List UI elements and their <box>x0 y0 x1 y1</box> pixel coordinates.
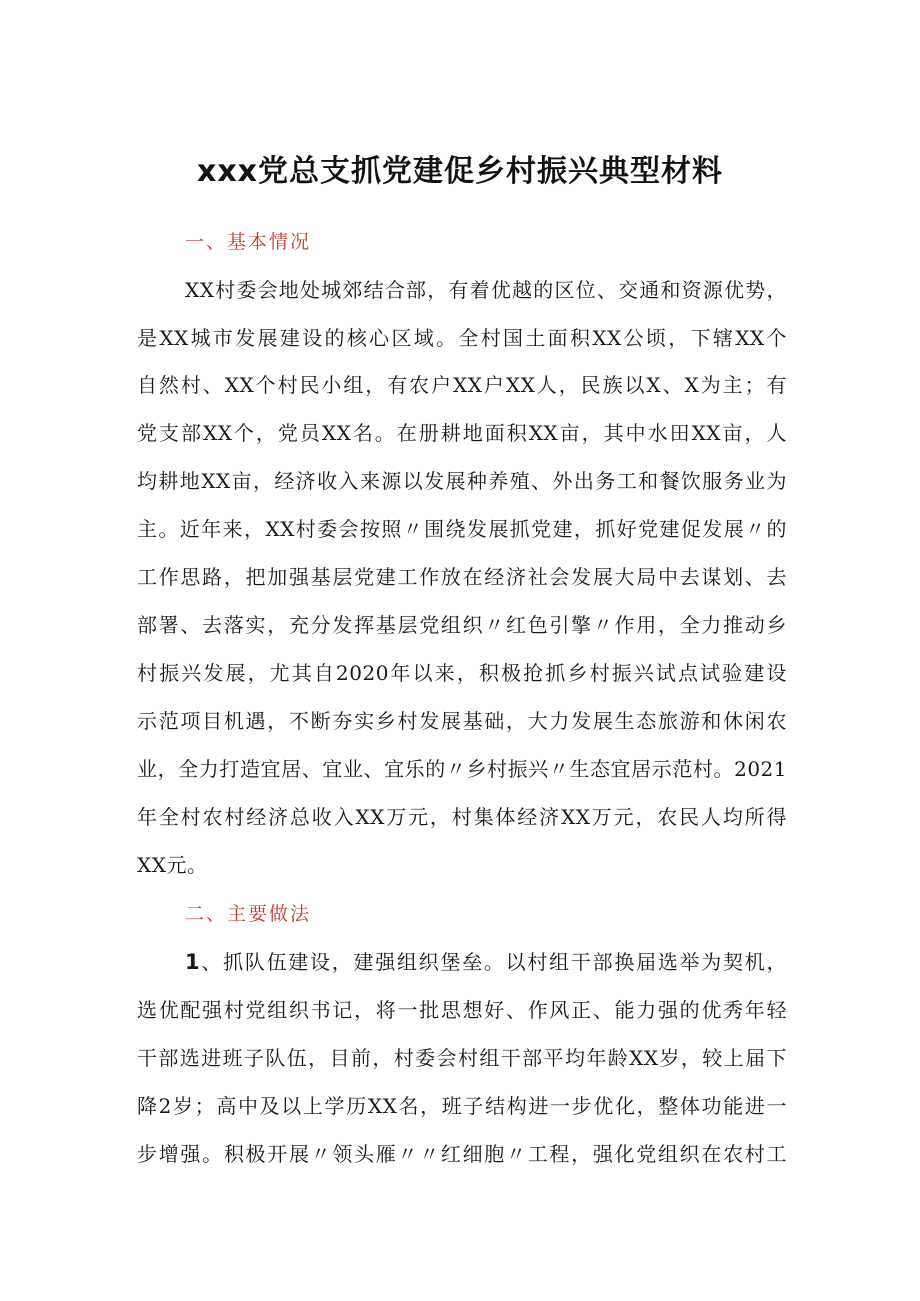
paragraph-line: 工作思路，把加强基层党建工作放在经济社会发展大局中去谋划、去 <box>137 565 787 589</box>
section-heading-basic-info: 一、基本情况 <box>185 231 312 253</box>
document-title: xxx党总支抓党建促乡村振兴典型材料 <box>196 154 724 189</box>
paragraph-line: 年全村农村经济总收入XX万元，村集体经济XX万元，农民人均所得 <box>137 805 787 829</box>
paragraph-line: 步增强。积极开展〃领头雁〃〃红细胞〃工程，强化党组织在农村工 <box>137 1142 787 1166</box>
paragraph-line-text: 、抓队伍建设，建强组织堡垒。以村组干部换届选举为契机， <box>200 950 787 974</box>
paragraph-line: XX村委会地处城郊结合部，有着优越的区位、交通和资源优势， <box>185 278 787 302</box>
paragraph-line: 业，全力打造宜居、宜业、宜乐的〃乡村振兴〃生态宜居示范村。2021 <box>137 757 787 781</box>
paragraph-line: 是XX城市发展建设的核心区域。全村国土面积XX公顷，下辖XX个 <box>137 326 787 350</box>
paragraph-line: 选优配强村党组织书记，将一批思想好、作风正、能力强的优秀年轻 <box>137 998 787 1022</box>
paragraph-line: 主。近年来，XX村委会按照〃围绕发展抓党建，抓好党建促发展〃的 <box>137 517 787 541</box>
paragraph-line: 示范项目机遇，不断夯实乡村发展基础，大力发展生态旅游和休闲农 <box>137 709 787 733</box>
paragraph-line: 干部选进班子队伍，目前，村委会村组干部平均年龄XX岁，较上届下 <box>137 1046 787 1070</box>
paragraph-line: 自然村、XX个村民小组，有农户XX户XX人，民族以X、X为主；有 <box>137 373 787 397</box>
paragraph-line: 党支部XX个，党员XX名。在册耕地面积XX亩，其中水田XX亩，人 <box>137 421 787 445</box>
paragraph-line: 均耕地XX亩，经济收入来源以发展种养殖、外出务工和餐饮服务业为 <box>137 469 787 493</box>
item-number: 1 <box>185 950 201 974</box>
paragraph-line: 村振兴发展，尤其自2020年以来，积极抢抓乡村振兴试点试验建设 <box>137 661 787 685</box>
paragraph-line <box>185 947 787 977</box>
paragraph-line: 降2岁；高中及以上学历XX名，班子结构进一步优化，整体功能进一 <box>137 1094 787 1118</box>
paragraph-line: 部署、去落实，充分发挥基层党组织〃红色引擎〃作用，全力推动乡 <box>137 613 787 637</box>
paragraph-line: XX元。 <box>137 853 208 877</box>
section-heading-main-practices: 二、主要做法 <box>185 903 312 925</box>
